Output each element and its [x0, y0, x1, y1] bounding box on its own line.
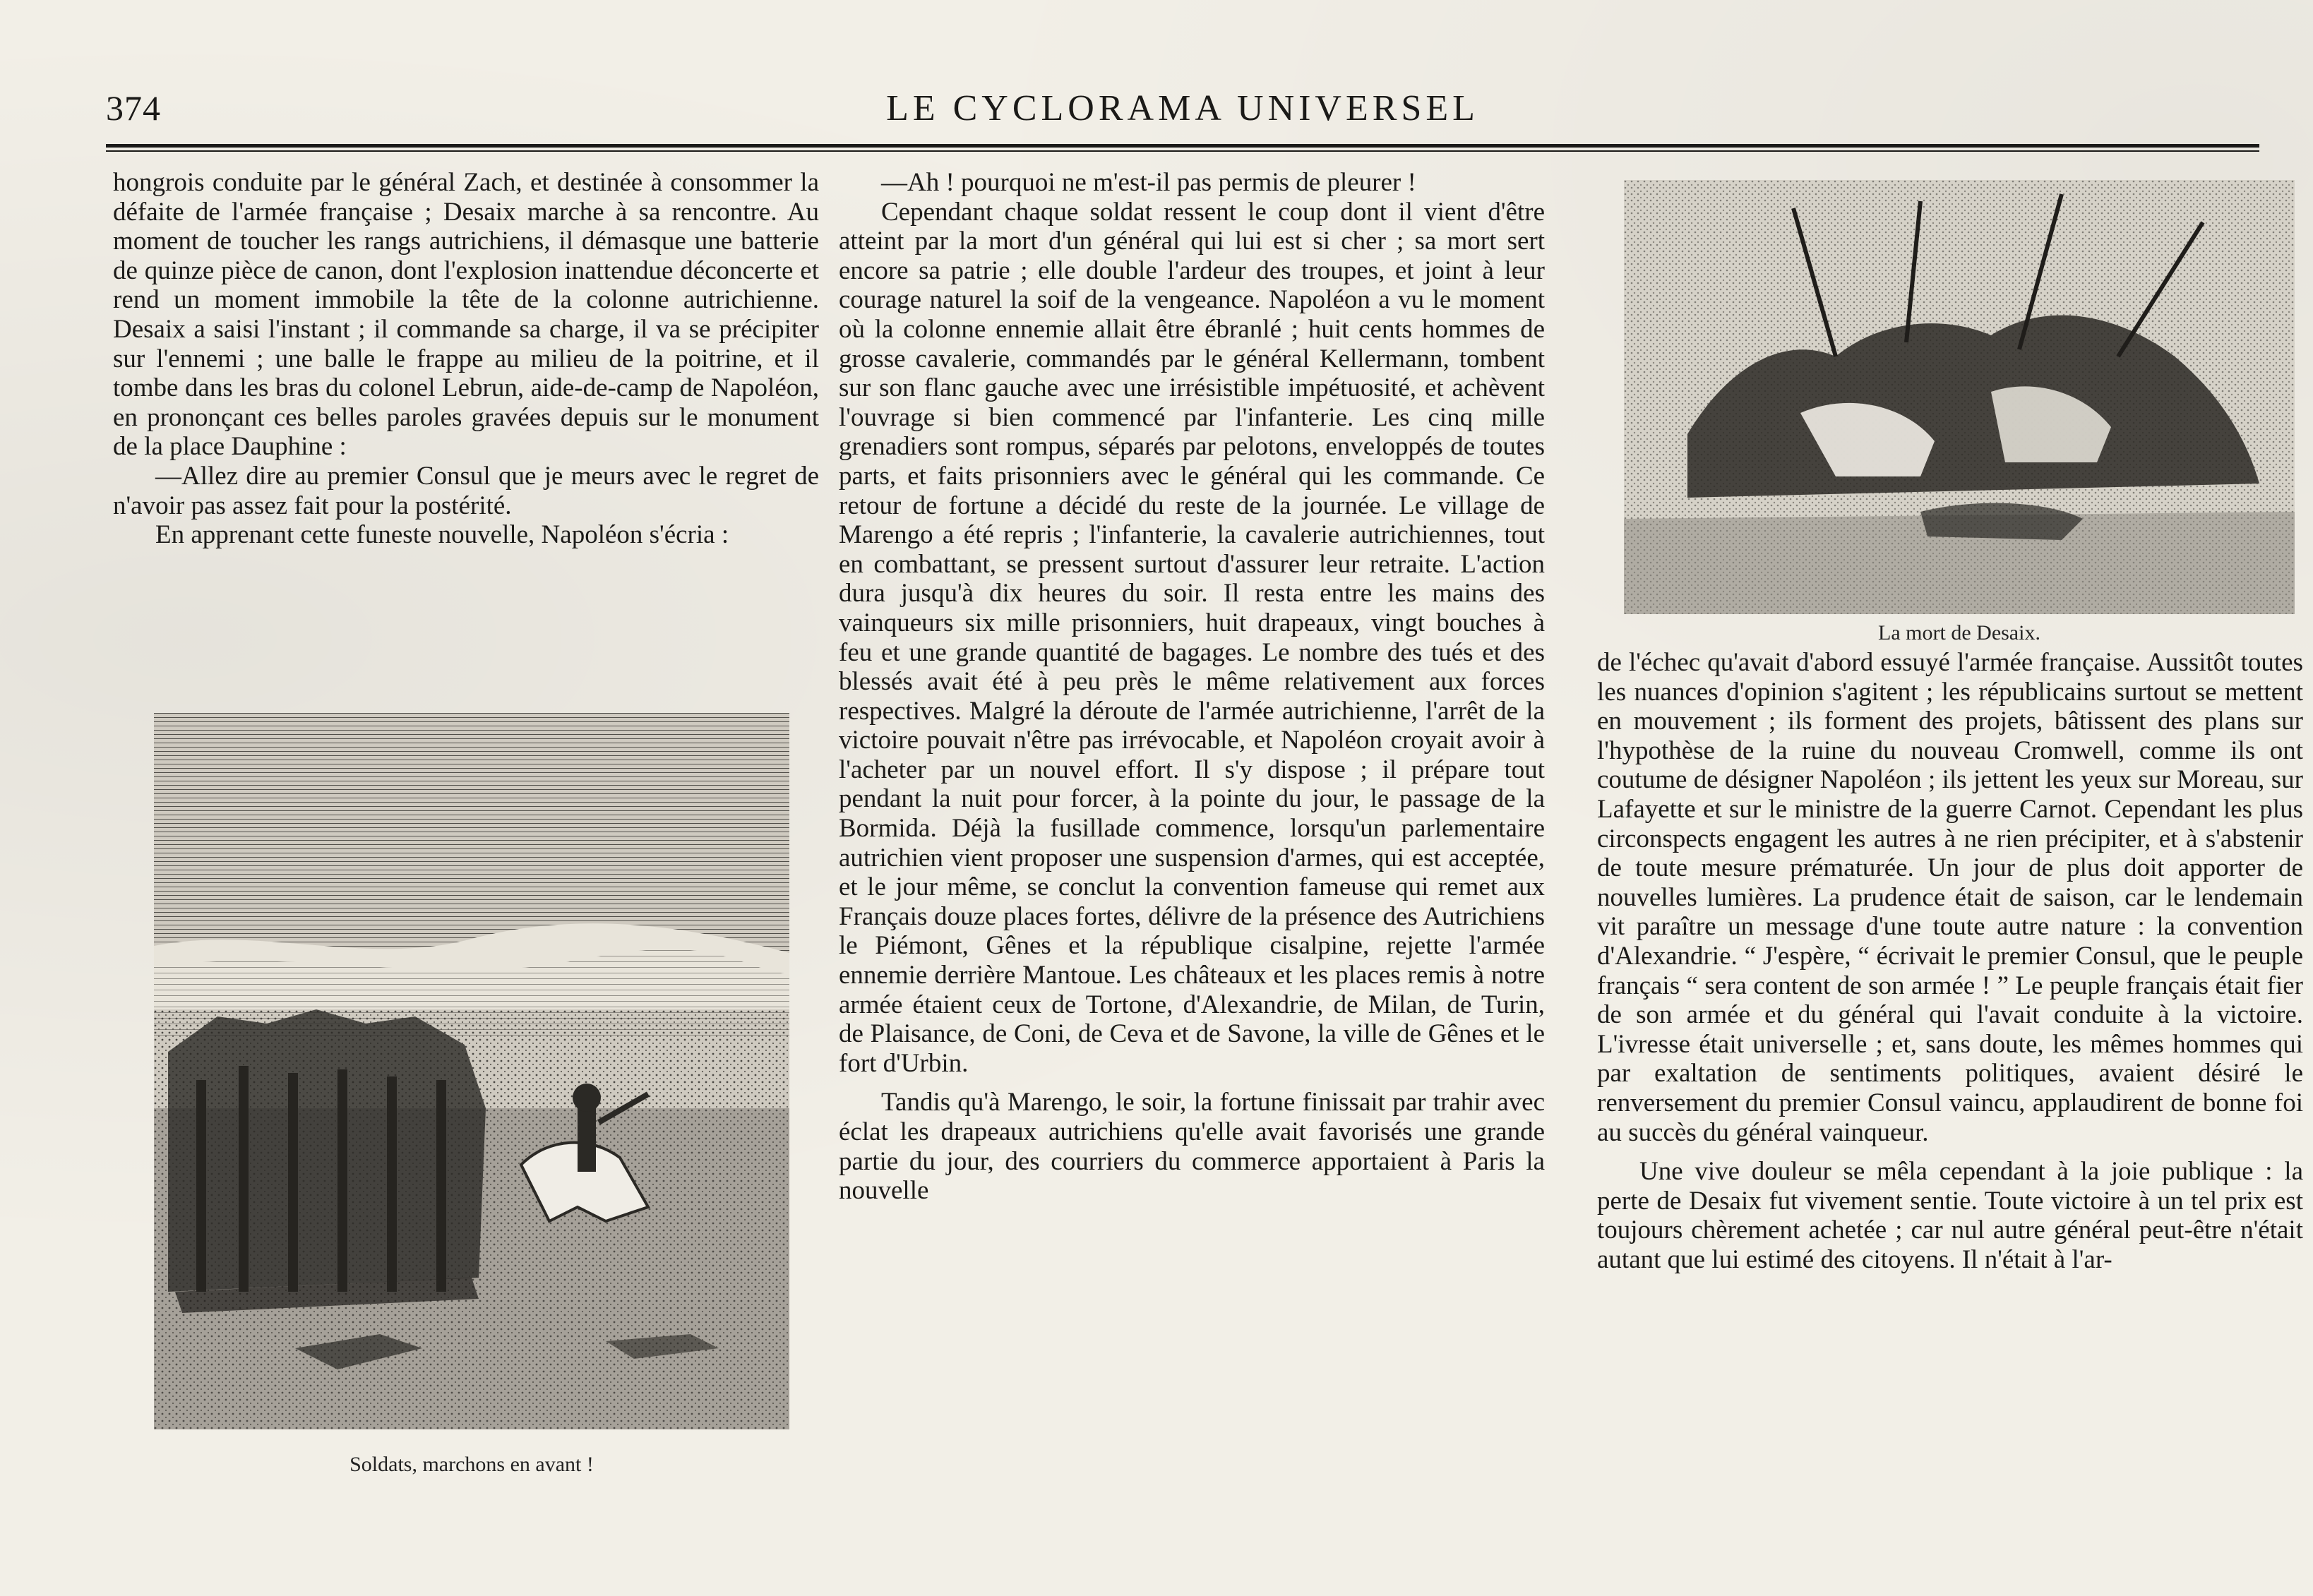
text-column-right	[1597, 648, 2303, 1274]
paragraph: En apprenant cette funeste nouvelle, Napoléon s'écria :	[155, 520, 729, 550]
paragraph: —Ah ! pourquoi ne m'est-il pas permis de pleurer !	[881, 168, 1416, 197]
figure-caption: Soldats, marchons en avant !	[349, 1453, 594, 1476]
paragraph: hongrois conduite par le général Zach, et destinée à consommer la défaite de l'armée française ; Desaix marche à sa rencontre. Au moment de toucher les rangs autrichiens, il démasque une batterie de quinze pièce de canon, dont l'explosion inattendue déconcerte et rend un moment immobile la tête de la colonne autrichienne. Desaix a saisi l'instant ; il commande sa charge, il va se précipiter sur l'ennemi ; une balle le frappe au milieu de la poitrine, et il tombe dans les bras du colonel Lebrun, aide-de-camp de Napoléon, en prononçant ces belles paroles gravées depuis sur le monument de la place Dauphine :	[113, 168, 819, 462]
paragraph: Une vive douleur se mêla cependant à la joie publique : la perte de Desaix fut vivement sentie. Toute victoire à un tel prix est toujours chèrement achetée ; car nul autre général peut-être n'était autant que lui estimé des citoyens. Il n'était à l'ar-	[1597, 1157, 2303, 1274]
header-rule	[106, 144, 2259, 152]
paragraph: de l'échec qu'avait d'abord essuyé l'armée française. Aussitôt toutes les nuances d'opinion s'agitent ; les républicains surtout se mettent en mouvement ; ils forment des projets, bâtissent des plans sur l'hypothèse de la ruine du nouveau Cromwell, comme ils ont coutume de désigner Napoléon ; ils jettent les yeux sur Moreau, sur Lafayette et sur le ministre de la guerre Carnot. Cependant les plus circonspects engagent les autres à ne rien précipiter, et à s'abstenir de toute mesure prématurée. Un jour de plus doit apporter de nouvelles lumières. La prudence était de saison, car le lendemain vit paraître un message d'une toute autre nature : la convention d'Alexandrie. “ J'espère, “ écrivait le premier Consul, que le peuple français “ sera content de son armée ! ” Le peuple français était fier de son armée et du général qui l'avait conduite à la victoire. L'ivresse était universelle ; et, sans doute, les mêmes hommes qui par exaltation de sentiments politiques, avaient désiré le renversement du premier Consul vaincu, applaudirent de bonne foi au succès du général vainqueur.	[1597, 648, 2303, 1147]
paragraph: Cependant chaque soldat ressent le coup dont il vient d'être atteint par la mort d'un général qui lui est si cher ; sa mort sert encore sa patrie ; elle double l'ardeur des troupes, et joint à leur courage naturel la soif de la vengeance. Napoléon a vu le moment où la colonne ennemie allait être ébranlé ; huit cents hommes de grosse cavalerie, commandés par le général Kellermann, tombent sur son flanc gauche avec une irrésistible impétuosité, et achèvent l'ouvrage si bien commencé par l'infanterie. Les cinq mille grenadiers sont rompus, séparés par pelotons, enveloppés de toutes parts, et faits prisonniers avec le général qui les commande. Ce retour de fortune a décidé du reste de la journée. Le village de Marengo a été repris ; l'infanterie, la cavalerie autrichiennes, tout en combattant, se pressent surtout d'assurer leur retraite. L'action dura jusqu'à dix heures du soir. Il resta entre les mains des vainqueurs six mille prisonniers, huit drapeaux, vingt bouches à feu et une grande quantité de bagages. Le nombre des tués et des blessés avait été à peu près le même relativement aux forces respectives. Malgré la déroute de l'armée autrichienne, l'arrêt de la victoire pouvait n'être pas irrévocable, et Napoléon croyait avoir à l'acheter par un nouvel effort. Il s'y dispose ; il prépare tout pendant la nuit pour forcer, à la pointe du jour, le passage de la Bormida. Déjà la fusillade commence, lorsqu'un parlementaire autrichien vient proposer une suspension d'armes, qui est acceptée, et le jour même, se conclut la convention fameuse qui remet aux Français douze places fortes, délivre de la présence des Autrichiens le Piémont, Gênes et la république cisalpine, rejette l'armée ennemie derrière Mantoue. Les châteaux et les places remis à notre armée étaient ceux de Tortone, d'Alexandrie, de Milan, de Turin, de Plaisance, de Coni, de Ceva et de Savone, la ville de Gênes et le fort d'Urbin.	[839, 197, 1545, 1078]
paragraph: Tandis qu'à Marengo, le soir, la fortune finissait par trahir avec éclat les drapeaux autrichiens qu'elle avait favorisés une grande partie du jour, des courriers du commerce apportaient à Paris la nouvelle	[839, 1088, 1545, 1206]
figure-caption: La mort de Desaix.	[1878, 621, 2040, 644]
engraving-soldiers-marching	[154, 713, 789, 1429]
text-column-left	[113, 168, 819, 550]
paragraph: —Allez dire au premier Consul que je meurs avec le regret de n'avoir pas assez fait pour la postérité.	[113, 461, 819, 520]
text-column-middle	[839, 168, 1545, 1206]
page-number: 374	[106, 88, 161, 128]
engraving-death-of-desaix	[1624, 180, 2295, 614]
running-title: LE CYCLORAMA UNIVERSEL	[886, 88, 1479, 128]
page-header	[106, 83, 2259, 140]
